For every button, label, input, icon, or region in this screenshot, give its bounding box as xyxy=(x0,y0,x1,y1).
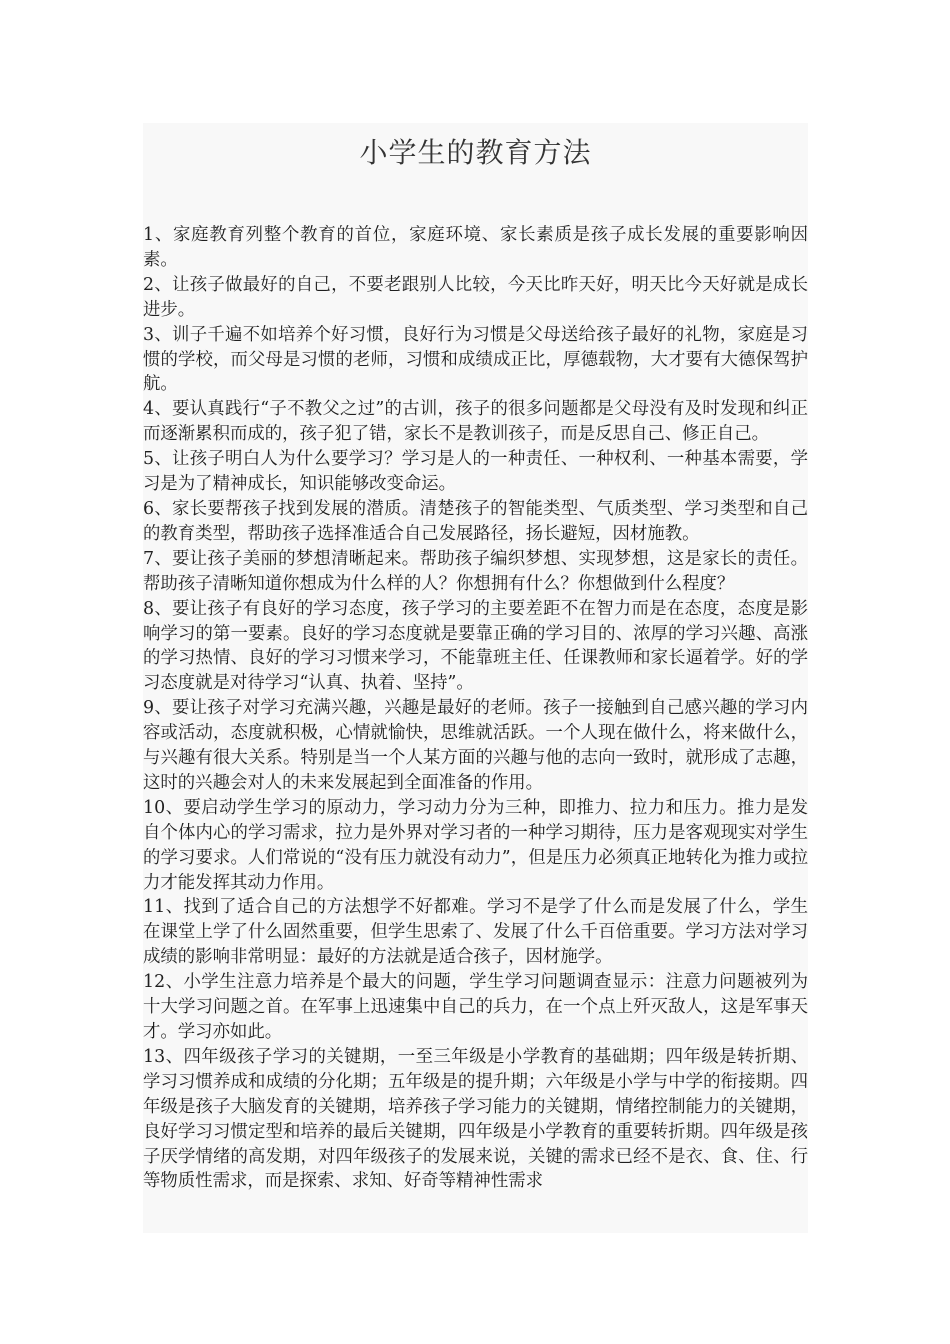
paragraph-1: 1、家庭教育列整个教育的首位，家庭环境、家长素质是孩子成长发展的重要影响因素。 xyxy=(143,225,808,270)
paragraph-6: 6、家长要帮孩子找到发展的潜质。清楚孩子的智能类型、气质类型、学习类型和自己的教育类型，帮助孩子选择准适合自己发展路径，扬长避短，因材施教。 xyxy=(143,498,808,544)
paragraph-9: 9、要让孩子对学习充满兴趣，兴趣是最好的老师。孩子一接触到自己感兴趣的学习内容或活动，态度就积极，心情就愉快，思维就活跃。一个人现在做什么，将来做什么，与兴趣有很大关系。特别是当一个人某方面的兴趣与他的志向一致时，就形成了志趣，这时的兴趣会对人的未来发展起到全面准备的作用。 xyxy=(143,698,808,793)
paragraph-5: 5、让孩子明白人为什么要学习？学习是人的一种责任、一种权利、一种基本需要，学习是为了精神成长，知识能够改变命运。 xyxy=(143,449,808,495)
paragraph-8: 8、要让孩子有良好的学习态度，孩子学习的主要差距不在智力而是在态度，态度是影响学习的第一要素。良好的学习态度就是要靠正确的学习目的、浓厚的学习兴趣、高涨的学习热情、良好的学习习惯来学习，不能靠班主任、任课教师和家长逼着学。好的学习态度就是对待学习“认真、执着、坚持”。 xyxy=(143,598,808,694)
paragraph-11: 11、找到了适合自己的方法想学不好都难。学习不是学了什么而是发展了什么，学生在课堂上学了什么固然重要，但学生思索了、发展了什么千百倍重要。学习方法对学习成绩的影响非常明显：最好的方法就是适合孩子，因材施学。 xyxy=(143,897,808,968)
paragraph-13: 13、四年级孩子学习的关键期，一至三年级是小学教育的基础期；四年级是转折期、学习习惯养成和成绩的分化期；五年级是的提升期；六年级是小学与中学的衔接期。四年级是孩子大脑发育的关键期，培养孩子学习能力的关键期，情绪控制能力的关键期，良好学习习惯定型和培养的最后关键期，四年级是小学教育的重要转折期。四年级是孩子厌学情绪的高发期，对四年级孩子的发展来说，关键的需求已经不是衣、食、住、行等物质性需求，而是探索、求知、好奇等精神性需求 xyxy=(143,1046,808,1192)
paragraph-4: 4、要认真践行“子不教父之过”的古训，孩子的很多问题都是父母没有及时发现和纠正而逐渐累积而成的，孩子犯了错，家长不是教训孩子，而是反思自己、修正自己。 xyxy=(143,399,808,445)
document-body xyxy=(143,223,808,1194)
document-title: 小学生的教育方法 xyxy=(359,136,592,169)
document-page xyxy=(143,123,808,1233)
paragraph-3: 3、训子千遍不如培养个好习惯，良好行为习惯是父母送给孩子最好的礼物，家庭是习惯的学校，而父母是习惯的老师，习惯和成绩成正比，厚德载物，大才要有大德保驾护航。 xyxy=(143,324,808,395)
paragraph-12: 12、小学生注意力培养是个最大的问题，学生学习问题调查显示：注意力问题被列为十大学习问题之首。在军事上迅速集中自己的兵力，在一个点上歼灭敌人，这是军事天才。学习亦如此。 xyxy=(143,972,808,1042)
paragraph-2: 2、让孩子做最好的自己，不要老跟别人比较，今天比昨天好，明天比今天好就是成长进步。 xyxy=(143,274,808,320)
paragraph-10: 10、要启动学生学习的原动力，学习动力分为三种，即推力、拉力和压力。推力是发自个体内心的学习需求，拉力是外界对学习者的一种学习期待，压力是客观现实对学生的学习要求。人们常说的“没有压力就没有动力”，但是压力必须真正地转化为推力或拉力才能发挥其动力作用。 xyxy=(143,797,808,893)
paragraph-7: 7、要让孩子美丽的梦想清晰起来。帮助孩子编织梦想、实现梦想，这是家长的责任。帮助孩子清晰知道你想成为什么样的人？你想拥有什么？你想做到什么程度？ xyxy=(143,548,808,594)
